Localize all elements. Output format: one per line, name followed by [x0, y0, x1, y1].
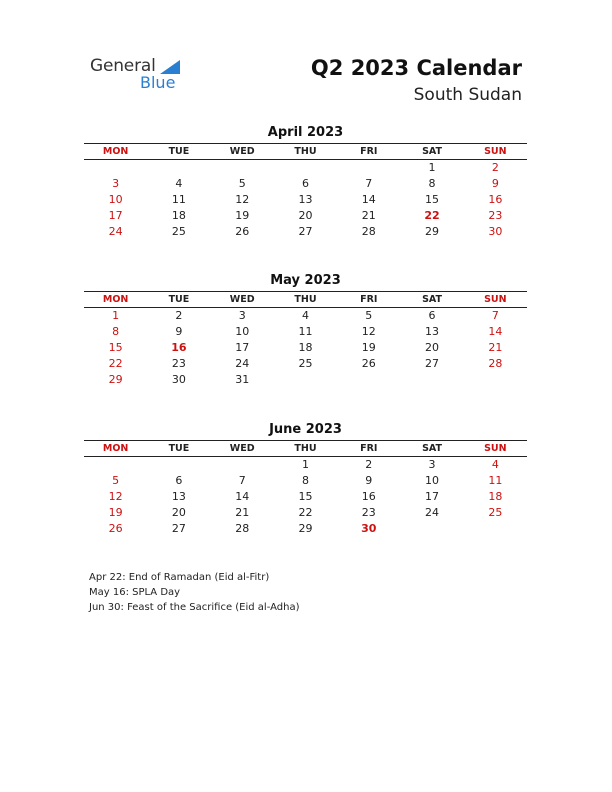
weekday-label: MON	[102, 146, 129, 157]
day-cell: 30	[171, 373, 186, 386]
day-cell: 2	[175, 309, 183, 322]
day-cell: 27	[298, 225, 313, 238]
day-cell: 24	[425, 506, 440, 519]
day-cell: 29	[108, 373, 123, 386]
day-cell	[464, 372, 527, 388]
day-cell	[84, 457, 147, 473]
day-cell: 1	[301, 458, 309, 471]
weekday-label: SAT	[422, 443, 443, 454]
holiday-note: Jun 30: Feast of the Sacrifice (Eid al-Adha)	[89, 602, 300, 613]
day-cell: 28	[488, 357, 503, 370]
day-cell: 4	[301, 309, 309, 322]
day-cell: 6	[175, 474, 183, 487]
day-cell: 13	[298, 193, 313, 206]
month-calendar	[84, 124, 527, 240]
day-cell: 29	[298, 522, 313, 535]
day-cell: 20	[425, 341, 440, 354]
day-cell	[274, 160, 337, 176]
day-cell: 28	[361, 225, 376, 238]
month-calendar	[84, 272, 527, 388]
day-cell	[400, 372, 463, 388]
day-cell: 7	[491, 309, 499, 322]
weekday-label: SUN	[484, 294, 507, 305]
day-cell: 3	[428, 458, 436, 471]
logo-text-general: General	[90, 56, 156, 76]
day-cell: 30	[361, 522, 377, 535]
week-row	[84, 308, 527, 324]
day-cell: 20	[298, 209, 313, 222]
holiday-note: May 16: SPLA Day	[89, 587, 181, 598]
week-row	[84, 457, 527, 473]
day-cell: 14	[235, 490, 250, 503]
day-cell: 19	[361, 341, 376, 354]
day-cell: 6	[428, 309, 436, 322]
week-row	[84, 473, 527, 489]
day-cell: 22	[298, 506, 313, 519]
day-cell: 24	[108, 225, 123, 238]
day-cell: 9	[365, 474, 373, 487]
month-title: April 2023	[267, 125, 344, 140]
weekday-label: THU	[294, 443, 317, 454]
day-cell: 8	[301, 474, 309, 487]
weekday-label: TUE	[168, 443, 190, 454]
day-cell: 5	[112, 474, 120, 487]
day-cell: 4	[175, 177, 183, 190]
holiday-notes	[89, 570, 299, 615]
page-subtitle: South Sudan	[413, 85, 522, 105]
day-cell: 14	[488, 325, 503, 338]
day-cell: 21	[488, 341, 503, 354]
month-title: May 2023	[270, 273, 341, 288]
day-cell: 12	[235, 193, 250, 206]
day-cell	[464, 521, 527, 537]
weekday-label: WED	[229, 443, 255, 454]
day-cell: 27	[425, 357, 440, 370]
day-cell: 26	[108, 522, 123, 535]
weekday-label: FRI	[360, 443, 378, 454]
holiday-note: Apr 22: End of Ramadan (Eid al-Fitr)	[89, 572, 270, 583]
day-cell: 24	[235, 357, 250, 370]
day-cell	[337, 372, 400, 388]
day-cell: 26	[235, 225, 250, 238]
day-cell: 11	[171, 193, 186, 206]
weekday-label: WED	[229, 146, 255, 157]
day-cell: 15	[108, 341, 123, 354]
day-cell: 17	[108, 209, 123, 222]
day-cell: 16	[361, 490, 376, 503]
day-cell: 3	[238, 309, 246, 322]
day-cell: 16	[171, 341, 187, 354]
day-cell: 9	[175, 325, 183, 338]
weekday-label: SAT	[422, 294, 443, 305]
day-cell: 1	[428, 161, 436, 174]
day-cell: 3	[112, 177, 120, 190]
weekday-header	[84, 143, 527, 160]
day-cell: 31	[235, 373, 250, 386]
weekday-header	[84, 440, 527, 457]
day-cell: 20	[171, 506, 186, 519]
weekday-label: THU	[294, 146, 317, 157]
day-cell: 18	[171, 209, 186, 222]
weekday-label: TUE	[168, 294, 190, 305]
day-cell: 2	[365, 458, 373, 471]
day-cell: 5	[238, 177, 246, 190]
day-cell: 30	[488, 225, 503, 238]
day-cell: 16	[488, 193, 503, 206]
day-cell: 2	[491, 161, 499, 174]
day-cell: 4	[491, 458, 499, 471]
day-cell: 19	[108, 506, 123, 519]
day-cell: 9	[491, 177, 499, 190]
day-cell: 10	[108, 193, 123, 206]
day-cell: 22	[108, 357, 123, 370]
day-cell: 13	[171, 490, 186, 503]
day-cell: 18	[488, 490, 503, 503]
day-cell: 11	[298, 325, 313, 338]
week-row	[84, 324, 527, 340]
day-cell	[211, 160, 274, 176]
day-cell: 11	[488, 474, 503, 487]
weekday-label: MON	[102, 294, 129, 305]
week-row	[84, 176, 527, 192]
day-cell: 22	[424, 209, 440, 222]
day-cell: 13	[425, 325, 440, 338]
weekday-label: FRI	[360, 146, 378, 157]
day-cell: 7	[238, 474, 246, 487]
day-cell: 19	[235, 209, 250, 222]
day-cell: 7	[365, 177, 373, 190]
month-calendar	[84, 421, 527, 537]
day-cell: 26	[361, 357, 376, 370]
day-cell: 12	[361, 325, 376, 338]
day-cell: 25	[488, 506, 503, 519]
day-cell: 8	[112, 325, 120, 338]
weekday-header	[84, 291, 527, 308]
page-title: Q2 2023 Calendar	[310, 56, 522, 80]
weekday-label: SUN	[484, 443, 507, 454]
day-cell: 5	[365, 309, 373, 322]
day-cell	[400, 521, 463, 537]
weekday-label: SUN	[484, 146, 507, 157]
day-cell: 28	[235, 522, 250, 535]
day-cell: 25	[171, 225, 186, 238]
day-cell	[84, 160, 147, 176]
day-cell: 23	[361, 506, 376, 519]
week-row	[84, 192, 527, 208]
logo-text-blue: Blue	[140, 73, 176, 92]
day-cell: 15	[298, 490, 313, 503]
week-row	[84, 160, 527, 176]
day-cell: 23	[171, 357, 186, 370]
day-cell: 15	[425, 193, 440, 206]
weekday-label: THU	[294, 294, 317, 305]
logo	[90, 56, 190, 96]
week-row	[84, 521, 527, 537]
day-cell: 10	[235, 325, 250, 338]
day-cell	[147, 160, 210, 176]
day-cell: 12	[108, 490, 123, 503]
week-row	[84, 208, 527, 224]
day-cell: 27	[171, 522, 186, 535]
day-cell	[337, 160, 400, 176]
day-cell	[147, 457, 210, 473]
month-title: June 2023	[269, 422, 342, 437]
weekday-label: MON	[102, 443, 129, 454]
day-cell	[274, 372, 337, 388]
day-cell: 1	[112, 309, 120, 322]
week-row	[84, 224, 527, 240]
week-row	[84, 489, 527, 505]
day-cell: 14	[361, 193, 376, 206]
day-cell: 18	[298, 341, 313, 354]
day-cell: 21	[235, 506, 250, 519]
day-cell: 8	[428, 177, 436, 190]
day-cell: 17	[235, 341, 250, 354]
weekday-label: SAT	[422, 146, 443, 157]
week-row	[84, 505, 527, 521]
logo-triangle-icon	[160, 60, 180, 74]
day-cell	[211, 457, 274, 473]
day-cell: 23	[488, 209, 503, 222]
week-row	[84, 340, 527, 356]
weekday-label: TUE	[168, 146, 190, 157]
day-cell: 10	[425, 474, 440, 487]
day-cell: 25	[298, 357, 313, 370]
week-row	[84, 356, 527, 372]
week-row	[84, 372, 527, 388]
weekday-label: WED	[229, 294, 255, 305]
day-cell: 6	[301, 177, 309, 190]
weekday-label: FRI	[360, 294, 378, 305]
day-cell: 21	[361, 209, 376, 222]
day-cell: 29	[425, 225, 440, 238]
day-cell: 17	[425, 490, 440, 503]
